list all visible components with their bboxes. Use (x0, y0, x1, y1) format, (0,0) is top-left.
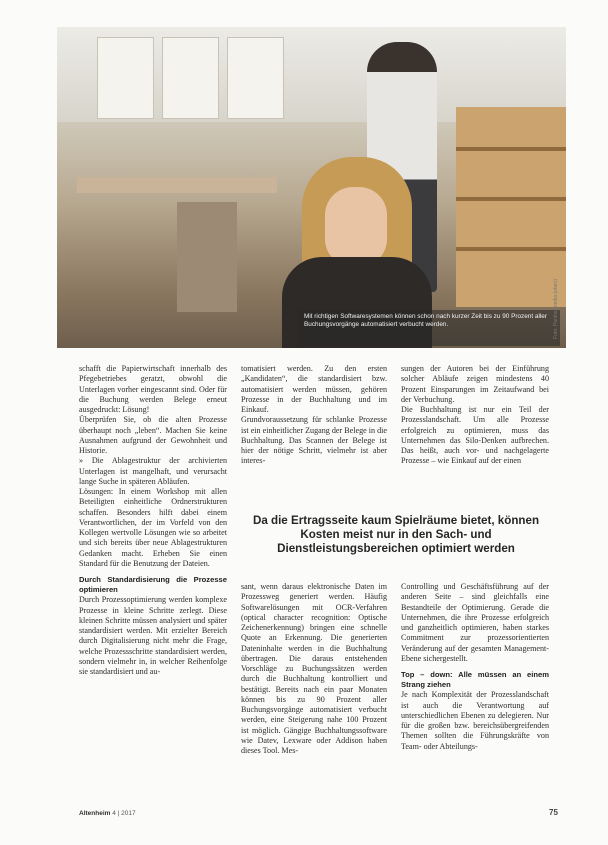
photo-desk-leg (177, 202, 237, 312)
paragraph: schafft die Papierwirtschaft innerhalb des Pfegebetriebes geratzt, obwohl die Unterlagen vorher eingescannt sind. Oder für die Buchung werden Belege erneut ausgedruckt: Lösung! (79, 364, 227, 414)
section-heading: Top – down: Alle müssen an einem Strang ziehen (401, 670, 549, 690)
photo-window (227, 37, 284, 119)
paragraph: Die Buchhaltung ist nur ein Teil der Prozesslandschaft. Um alle Prozesse erfolgreich zu optimieren, muss das Unternehmen das Silo-Denken aufbrechen. Das heißt, auch vor- und nachgelagerte Prozesse – wie Einkauf auf der einen (401, 405, 549, 466)
column-3-bottom (401, 582, 549, 752)
pull-quote: Da die Ertragsseite kaum Spielräume bietet, können Kosten meist nur in den Sach- und Dienstleistungsbereichen optimiert werden (252, 514, 540, 556)
photo-shelf (456, 107, 566, 307)
paragraph: Controlling und Geschäftsführung auf der anderen Seite – sind gleichfalls eine Bestandteile der Optimierung. Gerade die Unternehmen, die ihre Prozesse erfolgreich und ganzheitlich optimieren, haben starkes Commitment zur prozessorientierten Veränderung auf der gesamten Management-Ebene sichergestellt. (401, 582, 549, 663)
paragraph: Lösungen: In einem Workshop mit allen Beteiligten einheitliche Ordnerstrukturen schaffen. Besonders hilft dabei einem Verantwortlichen, der im Vorfeld von den Kollegen wertvolle Lösungen wie so arbeitet und sich bereits über neue Ablagestrukturen Gedanken macht. Erheben Sie einen Standard für die Benutzung der Dateien. (79, 487, 227, 568)
photo-credit-text: Foto: Panthermedia (oben) (552, 279, 559, 339)
photo-window (97, 37, 154, 119)
photo-credit (552, 270, 571, 350)
magazine-name: Altenheim (79, 810, 111, 817)
photo-caption-text: Mit richtigen Softwaresystemen können schon nach kurzer Zeit bis zu 90 Prozent aller Buchungsvorgänge automatisiert verbucht werden. (304, 313, 547, 329)
paragraph: Je nach Komplexität der Prozesslandschaft ist auch die Verantwortung auf unterschiedlichen Ebenen zu delegieren. Nur für die großen bzw. bereichsübergreifenden Themen sollten die Führungskräfte von Team- oder Abteilungs- (401, 690, 549, 751)
column-1 (79, 364, 227, 677)
photo-window (162, 37, 219, 119)
column-2-bottom (241, 582, 387, 756)
photo-woman-face (325, 187, 387, 267)
photo-caption (298, 310, 560, 346)
paragraph: sungen der Autoren bei der Einführung solcher Abläufe zeigen mindestens 40 Prozent Einsparungen im Zeitaufwand bei der Verbuchung. (401, 364, 549, 404)
paragraph: Überprüfen Sie, ob die alten Prozesse überhaupt noch „leben“. Machen Sie keine Ausnahmen aufgrund der Gewohnheit und Historie. (79, 415, 227, 455)
paragraph: » Die Ablagestruktur der archivierten Unterlagen ist mangelhaft, und verursacht lange Suche in späteren Abläufen. (79, 456, 227, 486)
issue-number: 4 | 2017 (112, 810, 136, 817)
section-heading: Durch Standardisierung die Prozesse optimieren (79, 575, 227, 595)
office-photo (57, 27, 566, 348)
paragraph: sant, wenn daraus elektronische Daten im Prozessweg generiert werden. Häufig Softwarelösungen mit OCR-Verfahren (optical character recognition: Optische Zeichenerkennung) bringen eine schnelle Quote an Erkennung. Die generierten Dateninhalte werden in die Buchhaltung übertragen. Die daraus entstehenden Vorschläge zu Buchungssätzen werden durch die Buchhaltung kontrolliert und bestätigt. Bereits nach ein paar Monaten können bis zu 90 Prozent aller Buchungsvorgänge automatisiert verbucht werden, eine Steigerung nahe 100 Prozent ist möglich. Gängige Buchhaltungssoftware wie Datev, Lexware oder Addison haben dieses Tool. Mes- (241, 582, 387, 755)
column-2-top (241, 364, 387, 467)
page-number: 75 (549, 808, 558, 817)
footer-magazine (79, 810, 136, 817)
paragraph: tomatisiert werden. Zu den ersten „Kandidaten“, die standardisiert bzw. automatisiert werden müssen, gehören Prozesse in der Buchhaltung und im Einkauf. (241, 364, 387, 414)
paragraph: Durch Prozessoptimierung werden komplexe Prozesse in kleine Schritte zerlegt. Diese kleinen Schritte müssen analysiert und später standardisiert werden. Mit erzielter Bereich durch Digitalisierung nicht mehr die Frage, welche Prozessschritte standardisiert werden, sondern vielmehr in, in welcher Reihenfolge sie standardisiert und au- (79, 595, 227, 677)
photo-desk (77, 177, 277, 193)
column-3-top (401, 364, 549, 467)
paragraph: Grundvoraussetzung für schlanke Prozesse ist ein einheitlicher Zugang der Belege in die Buchhaltung. Das Scannen der Belege ist hier der nötige Schritt, vielmehr ist aber interes- (241, 415, 387, 466)
